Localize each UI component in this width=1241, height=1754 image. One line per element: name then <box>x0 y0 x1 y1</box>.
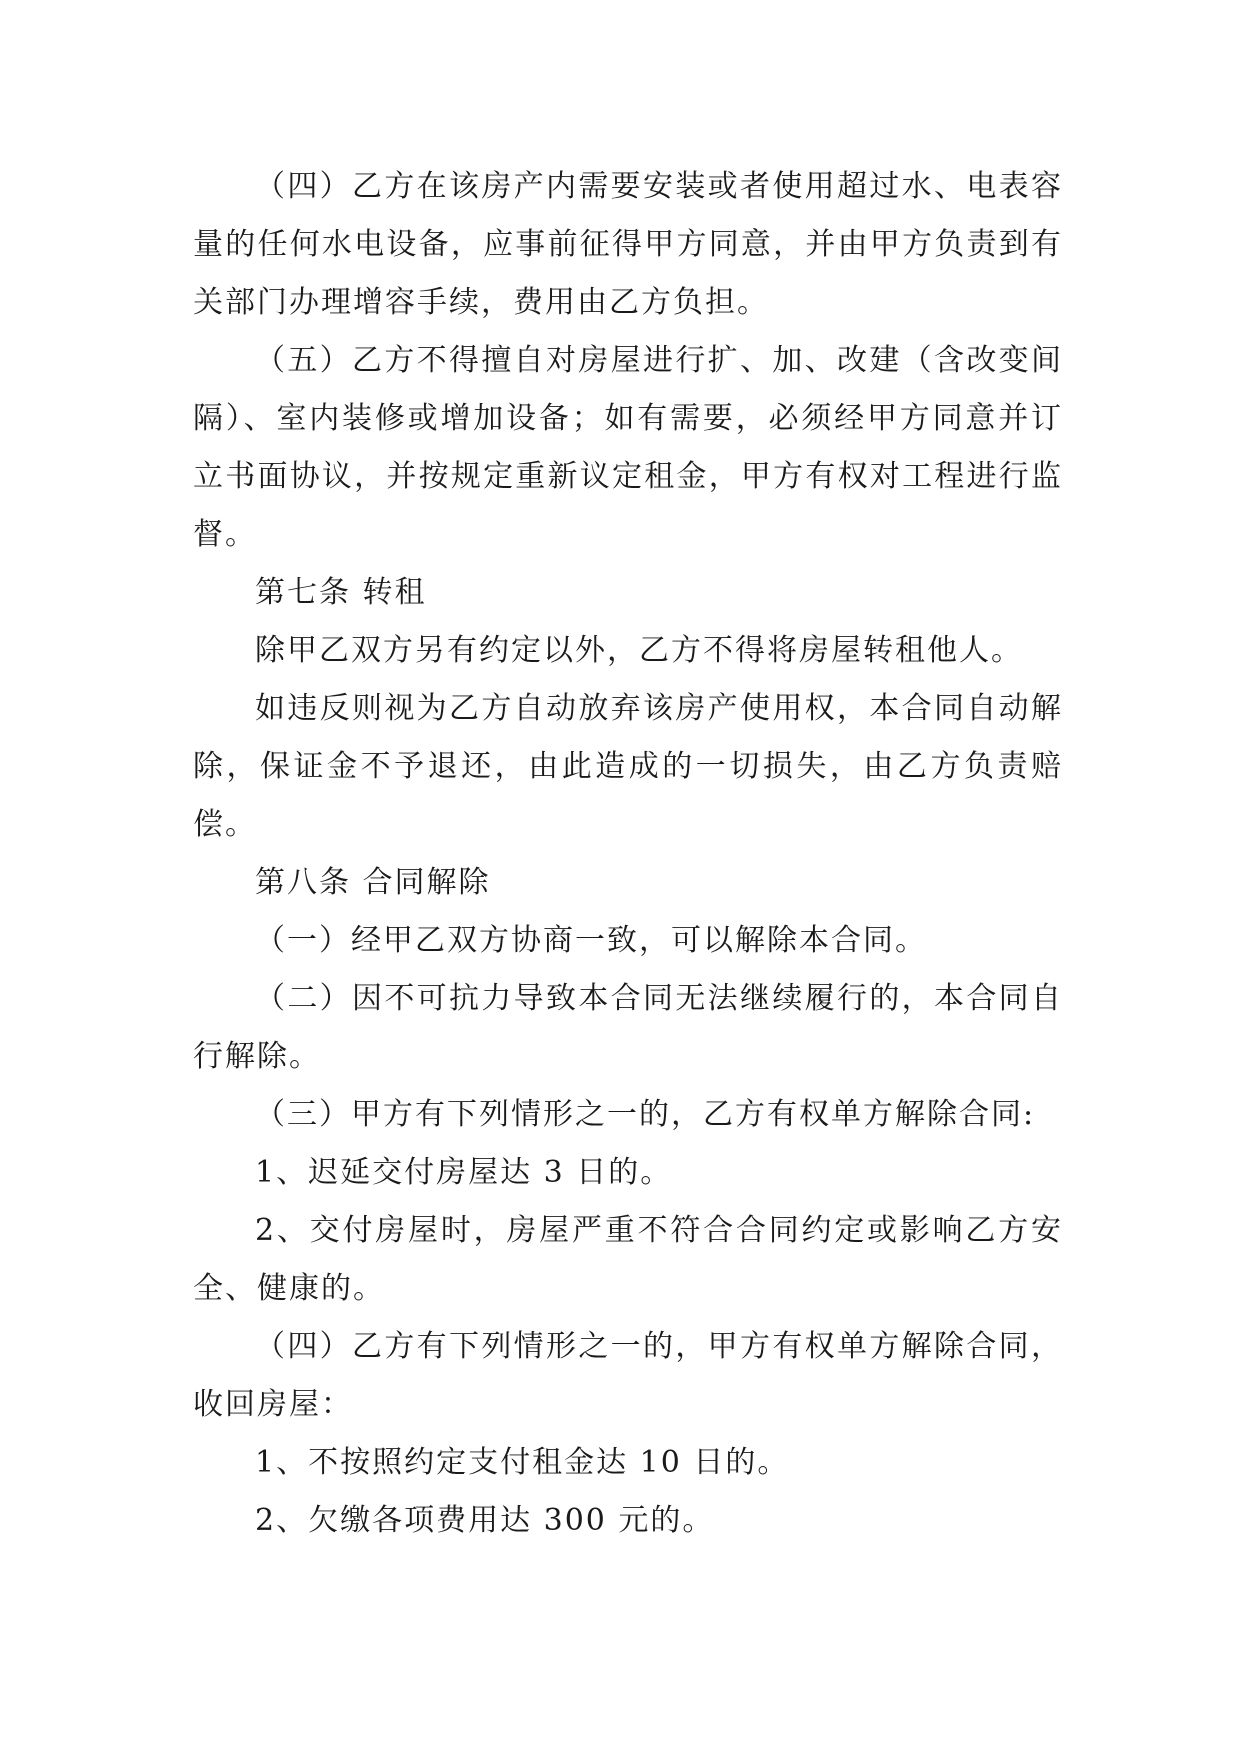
paragraph-clause-5: （五）乙方不得擅自对房屋进行扩、加、改建（含改变间隔）、室内装修或增加设备；如有需要，必须经甲方同意并订立书面协议，并按规定重新议定租金，甲方有权对工程进行监督。 <box>193 343 1063 552</box>
paragraph-sublet-violation: 如违反则视为乙方自动放弃该房产使用权，本合同自动解除，保证金不予退还，由此造成的一切损失，由乙方负责赔偿。 <box>193 691 1063 842</box>
document-body <box>193 158 1063 1550</box>
paragraph-termination-4: （四）乙方有下列情形之一的，甲方有权单方解除合同，收回房屋： <box>193 1329 1063 1422</box>
list-item-4-2: 2、欠缴各项费用达 300 元的。 <box>255 1503 715 1538</box>
paragraph-clause-4: （四）乙方在该房产内需要安装或者使用超过水、电表容量的任何水电设备，应事前征得甲方同意，并由甲方负责到有关部门办理增容手续，费用由乙方负担。 <box>193 169 1063 320</box>
paragraph-sublet-rule: 除甲乙双方另有约定以外，乙方不得将房屋转租他人。 <box>255 633 1023 668</box>
list-item-3-2: 2、交付房屋时，房屋严重不符合合同约定或影响乙方安全、健康的。 <box>193 1213 1063 1306</box>
paragraph-termination-2: （二）因不可抗力导致本合同无法继续履行的，本合同自行解除。 <box>193 981 1063 1074</box>
list-item-4-1: 1、不按照约定支付租金达 10 日的。 <box>255 1445 790 1480</box>
paragraph-termination-1: （一）经甲乙双方协商一致，可以解除本合同。 <box>255 923 927 958</box>
article-7-heading: 第七条 转租 <box>255 575 427 610</box>
paragraph-termination-3: （三）甲方有下列情形之一的，乙方有权单方解除合同: <box>255 1097 1036 1132</box>
article-8-heading: 第八条 合同解除 <box>255 865 491 900</box>
list-item-3-1: 1、迟延交付房屋达 3 日的。 <box>255 1155 673 1190</box>
